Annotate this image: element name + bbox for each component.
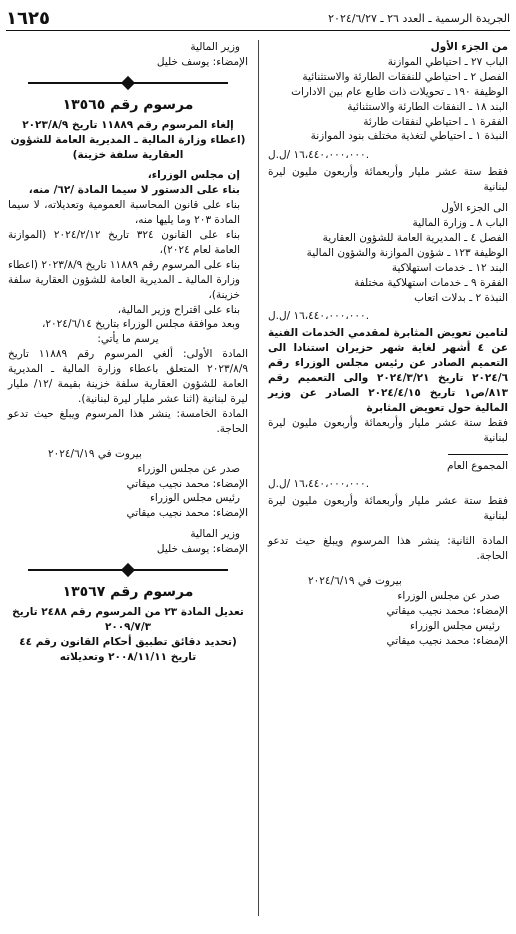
budget-item: البند ١٨ ـ النفقات الطارئة والاستثنائية <box>347 100 508 113</box>
decree-subtitle: (اعطاء وزارة المالية ـ المديرية العامة للشؤون العقارية سلفة خزينة) <box>10 133 246 161</box>
preamble-para: بناء على الدستور لا سيما المادة /٦٢/ منه، <box>28 184 240 197</box>
minister-title: وزير المالية <box>190 41 240 53</box>
budget-item: الفصل ٢ ـ احتياطي للنفقات الطارئة والاستثنائية <box>302 70 508 83</box>
page-number: ١٦٢٥ <box>6 8 50 29</box>
budget-item: الفصل ٤ ـ المديرية العامة للشؤون العقارية <box>322 231 508 244</box>
preamble-para: وبعد موافقة مجلس الوزراء بتاريخ ٢٠٢٤/٦/١٤، <box>42 318 240 331</box>
signature: الإمضاء: يوسف خليل <box>156 55 248 68</box>
decree-title: تعديل المادة ٢٣ من المرسوم رقم ٢٤٨٨ تاريخ ٢٠٠٩/٧/٣ <box>12 605 244 633</box>
decree-title: إلغاء المرسوم رقم ١١٨٨٩ تاريخ ٢٠٢٣/٨/٩ <box>22 118 234 131</box>
amount-from: ١٦،٤٤٠،٠٠٠،٠٠٠ /ل.ل. <box>268 149 370 162</box>
signature: الإمضاء: يوسف خليل <box>156 543 248 556</box>
pm-title: رئيس مجلس الوزراء <box>409 619 500 632</box>
minister-title: وزير المالية <box>190 528 240 541</box>
decree-number: مرسوم رقم ١٣٥٦٥ <box>62 96 194 113</box>
decree-separator <box>28 565 228 575</box>
issued-by: صدر عن مجلس الوزراء <box>137 462 240 475</box>
budget-item: الباب ٨ ـ وزارة المالية <box>412 216 508 229</box>
decree-separator <box>28 78 228 88</box>
signature: الإمضاء: محمد نجيب ميقاتي <box>386 604 508 617</box>
amount-words: فقط ستة عشر مليار وأربعمائة وأربعون مليون ليرة لبنانية <box>268 416 508 444</box>
amount-to: ١٦،٤٤٠،٠٠٠،٠٠٠ /ل.ل. <box>268 310 370 323</box>
issued-by: صدر عن مجلس الوزراء <box>397 589 500 602</box>
header-rule <box>6 30 510 31</box>
decree-subtitle: (تحديد دقائق تطبيق أحكام القانون رقم ٤٤ تاريخ ٢٠٠٨/١١/١١ وتعديلاته <box>19 635 237 663</box>
total-row <box>268 459 508 474</box>
preamble-para: بناء على اقتراح وزير المالية، <box>117 303 240 316</box>
decrees-line: يرسم ما يأتي: <box>97 333 159 346</box>
page-header <box>6 4 510 30</box>
pm-title: رئيس مجلس الوزراء <box>149 492 240 505</box>
amount-total: ١٦،٤٤٠،٠٠٠،٠٠٠ /ل.ل. <box>268 478 370 491</box>
gazette-title: الجريدة الرسمية ـ العدد ٢٦ ـ ٢٠٢٤/٦/٢٧ <box>328 12 510 25</box>
column-divider <box>258 40 259 916</box>
article-1: المادة الأولى: ألغي المرسوم رقم ١١٨٨٩ تاريخ ٢٠٢٣/٨/٩ المتعلق باعطاء وزارة المالية ـ المديرية العامة للشؤون العقارية سلفة خزينة بقيمة /١٢/ مليار ليرة لبنانية (اثنا عشر مليار ليرة لبنانية). <box>8 348 248 405</box>
budget-item: الباب ٢٧ ـ احتياطي الموازنة <box>387 55 508 68</box>
budget-item: الوظيفة ١٢٣ ـ شؤون الموازنة والشؤون المالية <box>306 246 508 259</box>
budget-item: النبذة ٢ ـ بدلات اتعاب <box>414 291 508 304</box>
right-column <box>268 40 508 649</box>
preamble-para: بناء على المرسوم رقم ١١٨٨٩ تاريخ ٢٠٢٣/٨/٩ (اعطاء وزارة المالية ـ المديرية العامة للشؤون العقارية سلفة خزينة)، <box>8 258 240 301</box>
place-date: بيروت في ٢٠٢٤/٦/١٩ <box>308 575 402 587</box>
preamble-para: بناء على قانون المحاسبة العمومية وتعديلاته، لا سيما المادة ٢٠٣ وما يليها منه، <box>8 199 240 227</box>
article-5: المادة الخامسة: ينشر هذا المرسوم ويبلغ حيث تدعو الحاجة. <box>8 407 248 435</box>
total-label: المجموع العام <box>447 459 508 472</box>
preamble-para: بناء على القانون ٣٢٤ تاريخ ٢٠٢٤/٢/١٢ (الموازنة العامة لعام ٢٠٢٤)، <box>8 229 240 256</box>
cabinet-intro: إن مجلس الوزراء، <box>147 169 240 182</box>
signature: الإمضاء: محمد نجيب ميقاتي <box>126 477 248 490</box>
budget-item: النبذة ١ ـ احتياطي لتغذية مختلف بنود الموازنة <box>310 130 508 143</box>
budget-item: الفقرة ١ ـ احتياطي لنفقات طارئة <box>363 115 508 128</box>
amount-words: فقط ستة عشر مليار وأربعمائة وأربعون مليون ليرة لبنانية <box>268 495 508 523</box>
from-part-heading: من الجزء الأول <box>430 41 508 53</box>
left-column <box>8 40 248 665</box>
budget-item: الفقرة ٩ ـ خدمات استهلاكية مختلفة <box>354 276 508 289</box>
total-rule <box>448 454 508 455</box>
amount-words: فقط ستة عشر مليار وأربعمائة وأربعون مليون ليرة لبنانية <box>268 166 508 194</box>
purpose-text: لتامين تعويض المثابرة لمقدمي الخدمات الفنية عن ٤ أشهر لغاية شهر حزيران استنادا الى التعميم الصادر عن رئيس مجلس الوزراء رقم ٢٠٢٤/٦ تاريخ ٢٠٢٤/٣/٢١ والى التعميم رقم ٨١٣/ص١ تاريخ ٢٠٢٤/٤/١٥ الصادر عن وزير المالية حول تعويض المثابرة <box>268 327 508 414</box>
signature: الإمضاء: محمد نجيب ميقاتي <box>126 507 248 520</box>
to-part-heading: الى الجزء الأول <box>441 202 508 215</box>
article-2: المادة الثانية: ينشر هذا المرسوم ويبلغ حيث تدعو الحاجة. <box>268 535 508 563</box>
signature: الإمضاء: محمد نجيب ميقاتي <box>386 634 508 647</box>
decree-number: مرسوم رقم ١٣٥٦٧ <box>62 584 194 601</box>
budget-item: الوظيفة ١٩٠ ـ تحويلات ذات طابع عام بين الادارات <box>291 85 508 98</box>
budget-item: البند ١٢ ـ خدمات استهلاكية <box>391 261 508 274</box>
place-date: بيروت في ٢٠٢٤/٦/١٩ <box>48 447 142 460</box>
